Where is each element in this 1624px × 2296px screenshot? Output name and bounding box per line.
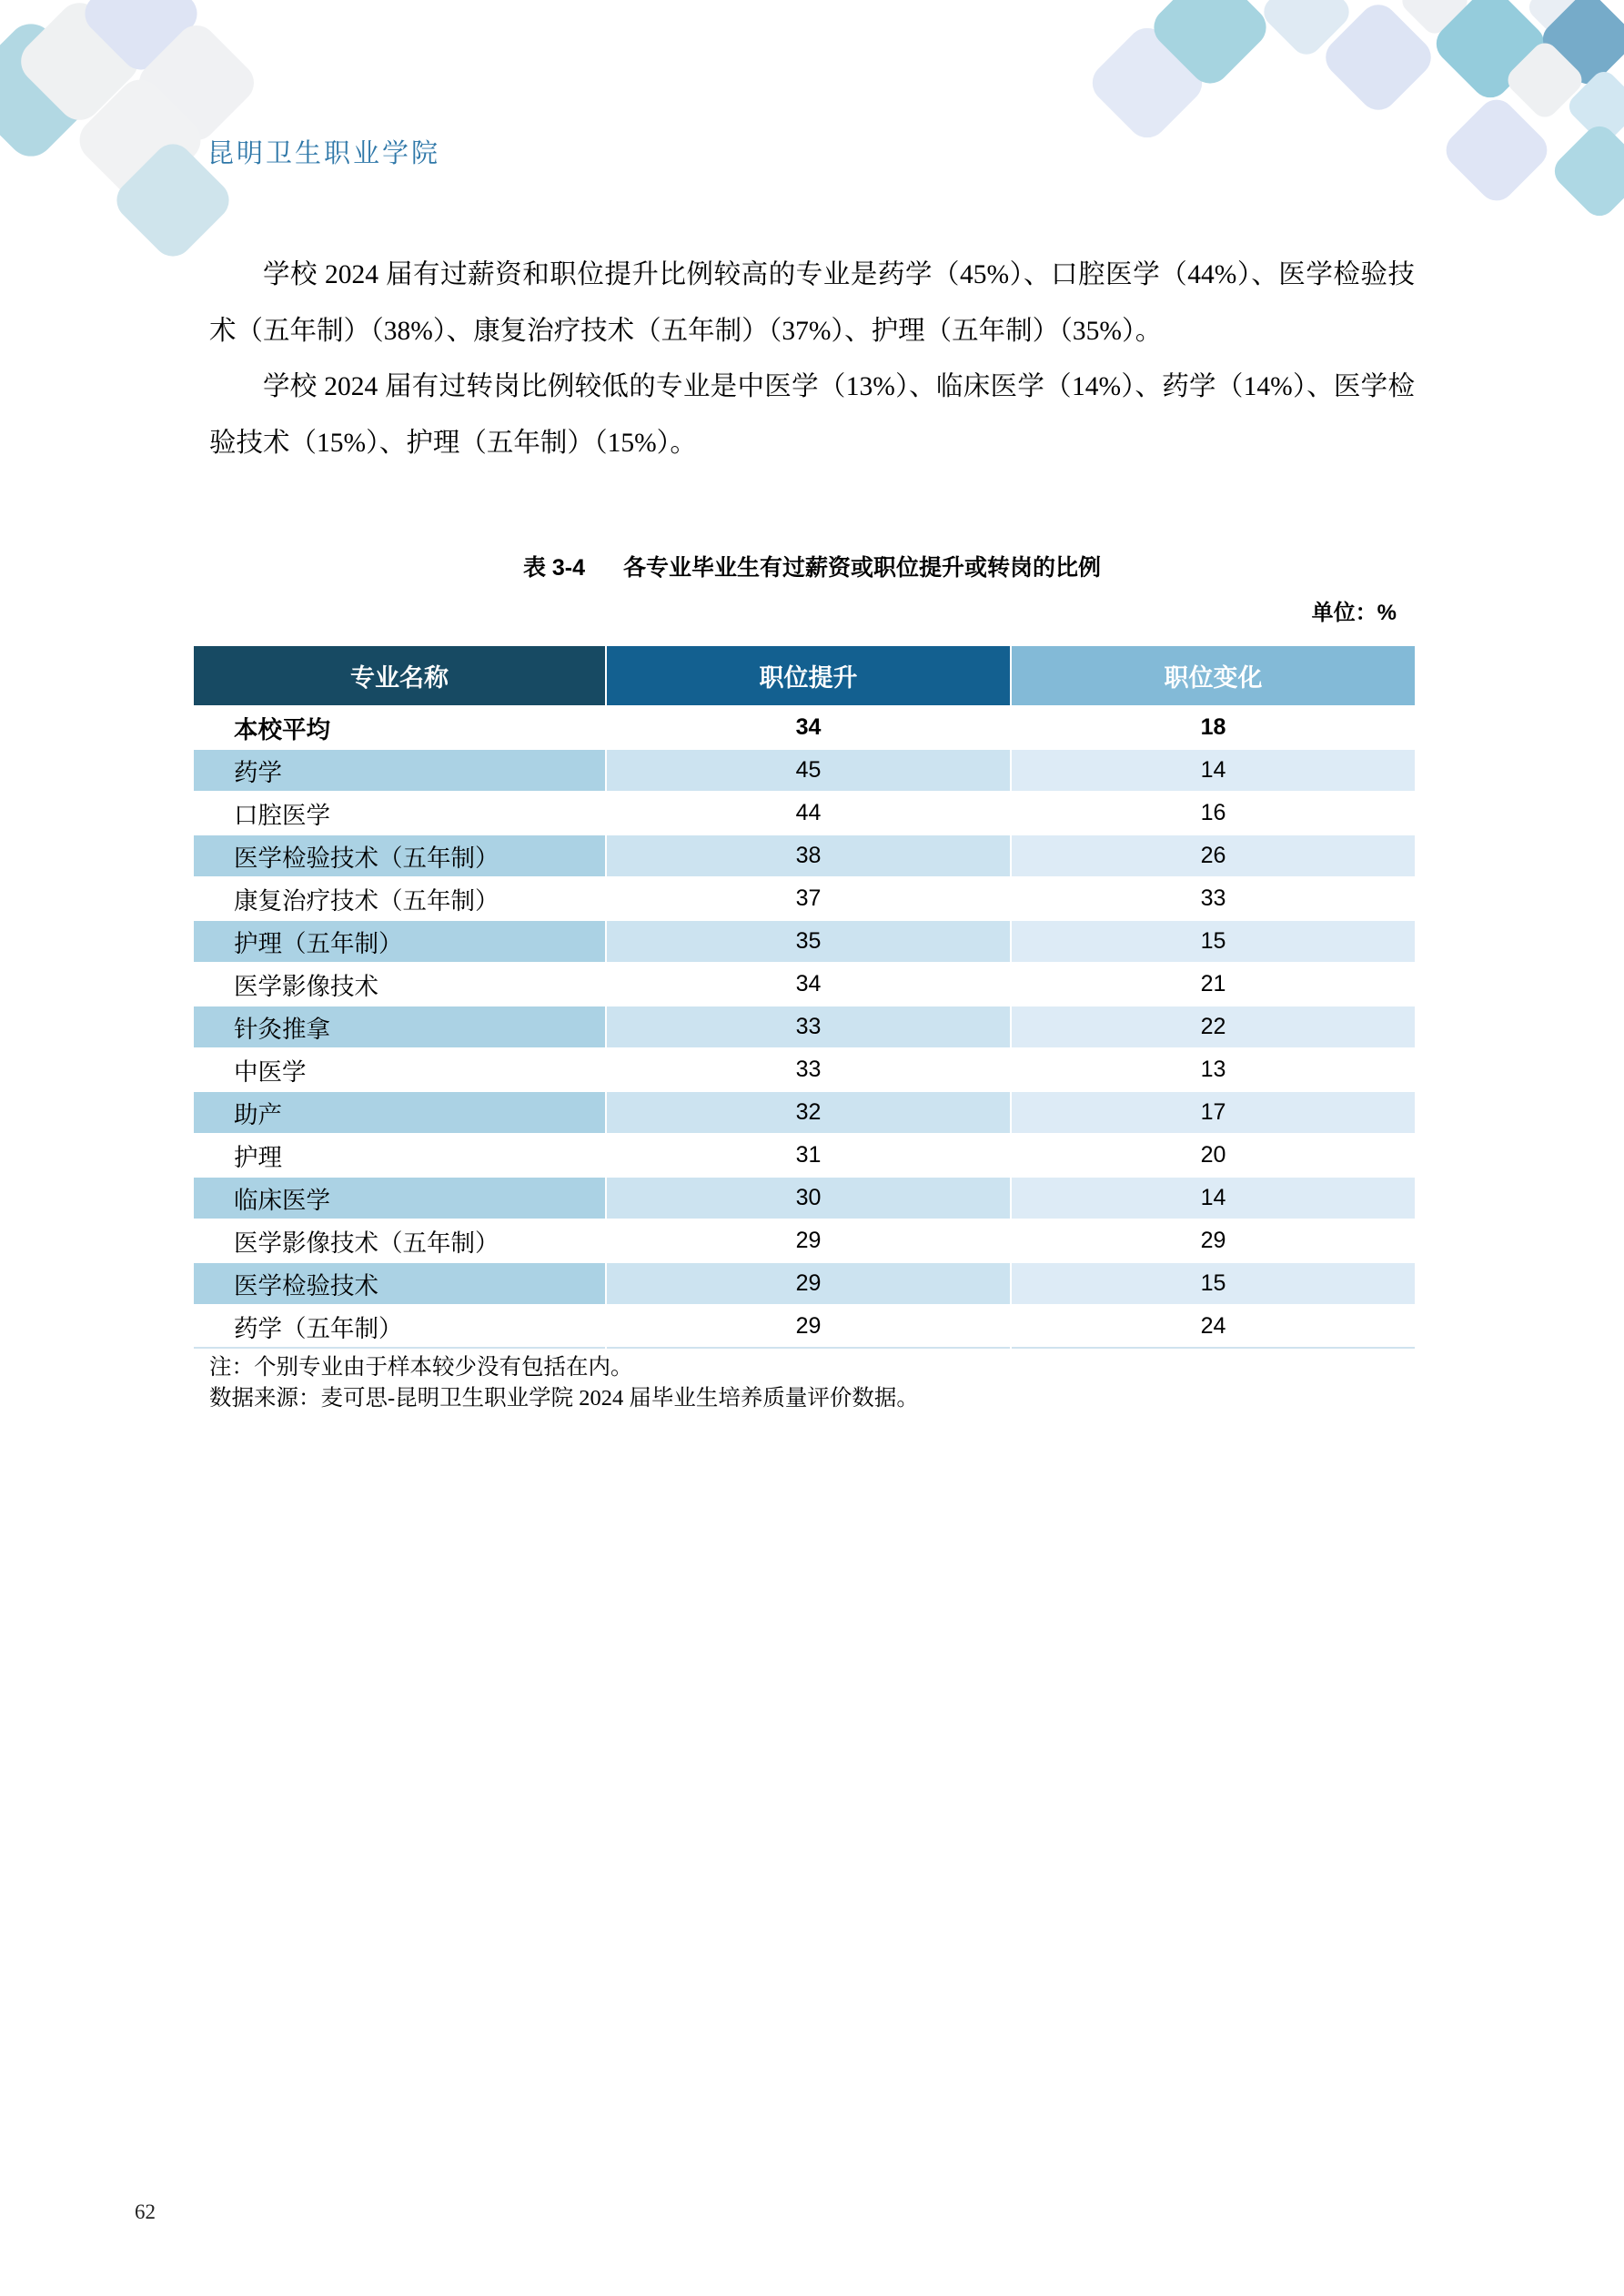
table-caption-label: 表 3-4 xyxy=(522,555,586,581)
table-notes xyxy=(209,1352,1415,1414)
page-number: 62 xyxy=(135,2200,156,2223)
note-line: 数据来源：麦可思-昆明卫生职业学院 2024 届毕业生培养质量评价数据。 xyxy=(209,1386,919,1411)
note-line: 注：个别专业由于样本较少没有包括在内。 xyxy=(209,1355,633,1380)
table-cell-major: 护理 xyxy=(194,1135,605,1178)
table-cell-change: 29 xyxy=(1012,1220,1415,1263)
table-cell-major: 医学检验技术（五年制） xyxy=(194,835,605,878)
paragraph-low-transfer: 学校 2024 届有过转岗比例较低的专业是中医学（13%）、临床医学（14%）、药学（14%）、医学检验技术（15%）、护理（五年制）（15%）。 xyxy=(209,372,1415,458)
table-cell-major: 药学 xyxy=(194,750,605,793)
table-row xyxy=(194,1006,1415,1049)
table-row xyxy=(194,1049,1415,1092)
table-cell-major: 助产 xyxy=(194,1092,605,1135)
table-cell-major: 医学检验技术 xyxy=(194,1263,605,1306)
table-cell-change: 24 xyxy=(1012,1306,1415,1349)
table-row xyxy=(194,1092,1415,1135)
table-cell-major: 临床医学 xyxy=(194,1178,605,1220)
table-cell-promotion: 35 xyxy=(607,921,1010,964)
table-cell-major: 医学影像技术 xyxy=(194,964,605,1006)
unit-label: 单位：% xyxy=(1311,601,1397,625)
table-cell-change: 22 xyxy=(1012,1006,1415,1049)
table-cell-major: 中医学 xyxy=(194,1049,605,1092)
table-cell-promotion: 34 xyxy=(607,707,1010,750)
table-row xyxy=(194,878,1415,921)
body-paragraphs xyxy=(209,248,1415,471)
table-cell-major: 本校平均 xyxy=(194,707,605,750)
paragraph-high-promotion: 学校 2024 届有过薪资和职位提升比例较高的专业是药学（45%）、口腔医学（44%）、医学检验技术（五年制）（38%）、康复治疗技术（五年制）（37%）、护理（五年制）（35%）。 xyxy=(209,260,1415,346)
table-cell-change: 14 xyxy=(1012,750,1415,793)
table-cell-promotion: 38 xyxy=(607,835,1010,878)
table-cell-change: 16 xyxy=(1012,793,1415,835)
table-cell-promotion: 45 xyxy=(607,750,1010,793)
table-body xyxy=(194,707,1415,1349)
table-row xyxy=(194,1263,1415,1306)
table-cell-major: 针灸推拿 xyxy=(194,1006,605,1049)
table-header-change: 职位变化 xyxy=(1012,646,1415,705)
table-cell-change: 15 xyxy=(1012,921,1415,964)
table-cell-promotion: 29 xyxy=(607,1306,1010,1349)
table-row xyxy=(194,1220,1415,1263)
table-cell-promotion: 29 xyxy=(607,1263,1010,1306)
table-cell-major: 药学（五年制） xyxy=(194,1306,605,1349)
table-header-promotion: 职位提升 xyxy=(607,646,1010,705)
table-cell-change: 21 xyxy=(1012,964,1415,1006)
table-cell-change: 15 xyxy=(1012,1263,1415,1306)
table-caption-title: 各专业毕业生有过薪资或职位提升或转岗的比例 xyxy=(623,555,1102,581)
data-table xyxy=(194,646,1415,1349)
table-row xyxy=(194,793,1415,835)
table-header-row xyxy=(194,646,1415,705)
table-caption xyxy=(209,550,1415,582)
table-cell-promotion: 44 xyxy=(607,793,1010,835)
table-cell-change: 13 xyxy=(1012,1049,1415,1092)
table-cell-promotion: 33 xyxy=(607,1006,1010,1049)
table-cell-major: 口腔医学 xyxy=(194,793,605,835)
table-row xyxy=(194,1135,1415,1178)
decor-tile xyxy=(1548,119,1624,222)
table-cell-change: 26 xyxy=(1012,835,1415,878)
table-header-major: 专业名称 xyxy=(194,646,605,705)
table-row xyxy=(194,921,1415,964)
table-cell-promotion: 31 xyxy=(607,1135,1010,1178)
table-row xyxy=(194,1306,1415,1349)
table-cell-major: 康复治疗技术（五年制） xyxy=(194,878,605,921)
table-row xyxy=(194,707,1415,750)
table-row xyxy=(194,1178,1415,1220)
table-cell-promotion: 30 xyxy=(607,1178,1010,1220)
table-cell-change: 18 xyxy=(1012,707,1415,750)
table-row xyxy=(194,750,1415,793)
table-cell-promotion: 29 xyxy=(607,1220,1010,1263)
table-cell-major: 护理（五年制） xyxy=(194,921,605,964)
table-row xyxy=(194,835,1415,878)
table-cell-promotion: 34 xyxy=(607,964,1010,1006)
header-school-name: 昆明卫生职业学院 xyxy=(207,139,441,168)
table-cell-promotion: 37 xyxy=(607,878,1010,921)
table-cell-major: 医学影像技术（五年制） xyxy=(194,1220,605,1263)
table-cell-change: 20 xyxy=(1012,1135,1415,1178)
table-cell-promotion: 33 xyxy=(607,1049,1010,1092)
table-row xyxy=(194,964,1415,1006)
table-cell-change: 14 xyxy=(1012,1178,1415,1220)
table-cell-promotion: 32 xyxy=(607,1092,1010,1135)
table-cell-change: 17 xyxy=(1012,1092,1415,1135)
table-cell-change: 33 xyxy=(1012,878,1415,921)
